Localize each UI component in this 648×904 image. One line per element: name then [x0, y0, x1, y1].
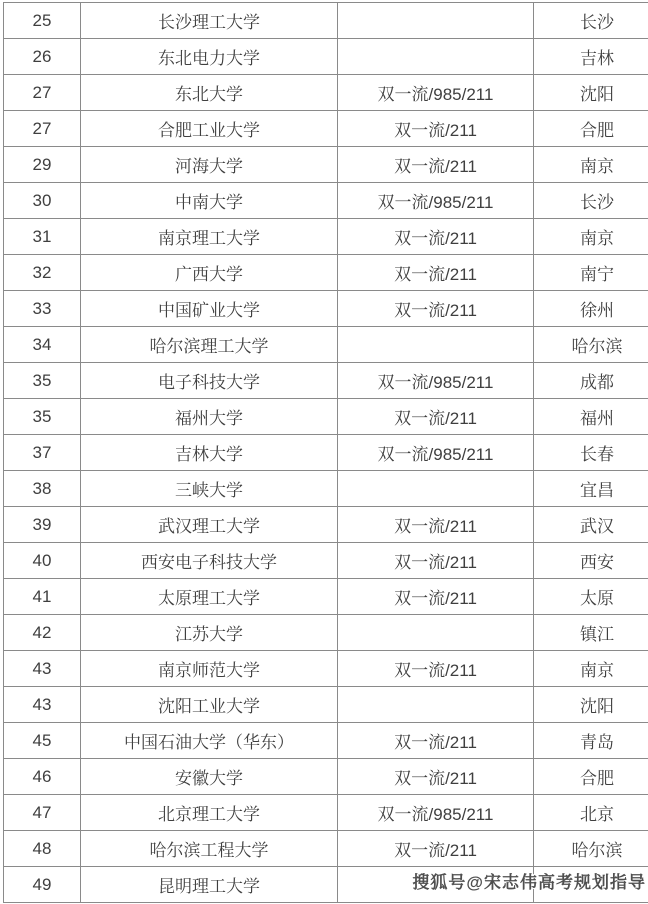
- city-cell: 吉林: [534, 39, 648, 75]
- table-row: [4, 723, 648, 759]
- rank-cell: 26: [4, 39, 81, 75]
- table-row: [4, 327, 648, 363]
- university-cell: 沈阳工业大学: [81, 687, 338, 723]
- city-cell: 南京: [534, 651, 648, 687]
- table-row: [4, 147, 648, 183]
- university-cell: 东北电力大学: [81, 39, 338, 75]
- rank-cell: 30: [4, 183, 81, 219]
- tags-cell: [338, 327, 534, 363]
- tags-cell: 双一流/211: [338, 255, 534, 291]
- university-cell: 北京理工大学: [81, 795, 338, 831]
- rank-cell: 40: [4, 543, 81, 579]
- tags-cell: 双一流/211: [338, 579, 534, 615]
- rank-cell: 35: [4, 399, 81, 435]
- city-cell: 沈阳: [534, 75, 648, 111]
- tags-cell: 双一流/985/211: [338, 363, 534, 399]
- rank-cell: 31: [4, 219, 81, 255]
- table-row: [4, 399, 648, 435]
- tags-cell: [338, 615, 534, 651]
- rank-cell: 47: [4, 795, 81, 831]
- city-cell: 成都: [534, 363, 648, 399]
- rank-cell: 25: [4, 3, 81, 39]
- table-row: [4, 651, 648, 687]
- rank-cell: 48: [4, 831, 81, 867]
- tags-cell: 双一流/211: [338, 507, 534, 543]
- city-cell: 合肥: [534, 111, 648, 147]
- rank-cell: 45: [4, 723, 81, 759]
- university-cell: 安徽大学: [81, 759, 338, 795]
- rank-cell: 49: [4, 867, 81, 903]
- table-row: [4, 39, 648, 75]
- tags-cell: 双一流/211: [338, 219, 534, 255]
- city-cell: 青岛: [534, 723, 648, 759]
- tags-cell: [338, 687, 534, 723]
- table-row: [4, 219, 648, 255]
- table-row: [4, 831, 648, 867]
- table-row: [4, 795, 648, 831]
- university-cell: 武汉理工大学: [81, 507, 338, 543]
- table-row: [4, 75, 648, 111]
- university-cell: 中国矿业大学: [81, 291, 338, 327]
- city-cell: 南京: [534, 219, 648, 255]
- university-cell: 东北大学: [81, 75, 338, 111]
- city-cell: 哈尔滨: [534, 831, 648, 867]
- rank-cell: 41: [4, 579, 81, 615]
- table-row: [4, 111, 648, 147]
- rank-cell: 27: [4, 111, 81, 147]
- university-cell: 河海大学: [81, 147, 338, 183]
- city-cell: 哈尔滨: [534, 327, 648, 363]
- city-cell: 南宁: [534, 255, 648, 291]
- university-cell: 三峡大学: [81, 471, 338, 507]
- tags-cell: 双一流/985/211: [338, 75, 534, 111]
- university-cell: 江苏大学: [81, 615, 338, 651]
- table-row: [4, 579, 648, 615]
- rank-cell: 35: [4, 363, 81, 399]
- university-cell: 西安电子科技大学: [81, 543, 338, 579]
- university-cell: 长沙理工大学: [81, 3, 338, 39]
- university-cell: 哈尔滨理工大学: [81, 327, 338, 363]
- university-cell: 中南大学: [81, 183, 338, 219]
- rank-cell: 42: [4, 615, 81, 651]
- university-cell: 太原理工大学: [81, 579, 338, 615]
- tags-cell: 双一流/211: [338, 111, 534, 147]
- tags-cell: 双一流/211: [338, 147, 534, 183]
- rank-cell: 46: [4, 759, 81, 795]
- table-row: [4, 687, 648, 723]
- rank-cell: 29: [4, 147, 81, 183]
- university-cell: 电子科技大学: [81, 363, 338, 399]
- table-row: [4, 3, 648, 39]
- tags-cell: 双一流/211: [338, 831, 534, 867]
- rank-cell: 37: [4, 435, 81, 471]
- university-cell: 哈尔滨工程大学: [81, 831, 338, 867]
- table-row: [4, 471, 648, 507]
- city-cell: 镇江: [534, 615, 648, 651]
- rank-cell: 43: [4, 687, 81, 723]
- city-cell: 北京: [534, 795, 648, 831]
- table-row: [4, 507, 648, 543]
- university-cell: 吉林大学: [81, 435, 338, 471]
- tags-cell: 双一流/211: [338, 399, 534, 435]
- sohu-watermark: 搜狐号@宋志伟高考规划指导: [412, 873, 646, 892]
- city-cell: 武汉: [534, 507, 648, 543]
- university-cell: 合肥工业大学: [81, 111, 338, 147]
- city-cell: 长沙: [534, 183, 648, 219]
- rank-cell: 38: [4, 471, 81, 507]
- university-cell: 广西大学: [81, 255, 338, 291]
- table-row: [4, 255, 648, 291]
- city-cell: 徐州: [534, 291, 648, 327]
- city-cell: 沈阳: [534, 687, 648, 723]
- university-cell: 中国石油大学（华东）: [81, 723, 338, 759]
- rank-cell: 33: [4, 291, 81, 327]
- city-cell: 合肥: [534, 759, 648, 795]
- tags-cell: 双一流/211: [338, 651, 534, 687]
- university-ranking-table: [3, 2, 648, 903]
- tags-cell: 双一流/211: [338, 759, 534, 795]
- city-cell: 西安: [534, 543, 648, 579]
- tags-cell: 双一流/985/211: [338, 183, 534, 219]
- table-row: [4, 291, 648, 327]
- table-row: [4, 615, 648, 651]
- table-row: [4, 183, 648, 219]
- rank-cell: 34: [4, 327, 81, 363]
- city-cell: 长沙: [534, 3, 648, 39]
- tags-cell: 双一流/211: [338, 543, 534, 579]
- table-row: [4, 435, 648, 471]
- rank-cell: 43: [4, 651, 81, 687]
- university-cell: 福州大学: [81, 399, 338, 435]
- table-row: [4, 543, 648, 579]
- tags-cell: 双一流/985/211: [338, 795, 534, 831]
- university-cell: 昆明理工大学: [81, 867, 338, 903]
- city-cell: 长春: [534, 435, 648, 471]
- university-cell: 南京师范大学: [81, 651, 338, 687]
- table-row: [4, 363, 648, 399]
- rank-cell: 39: [4, 507, 81, 543]
- tags-cell: [338, 39, 534, 75]
- tags-cell: 双一流/985/211: [338, 435, 534, 471]
- tags-cell: 双一流/211: [338, 723, 534, 759]
- tags-cell: 双一流/211: [338, 291, 534, 327]
- city-cell: 宜昌: [534, 471, 648, 507]
- city-cell: 福州: [534, 399, 648, 435]
- city-cell: 南京: [534, 147, 648, 183]
- tags-cell: [338, 471, 534, 507]
- tags-cell: [338, 3, 534, 39]
- rank-cell: 32: [4, 255, 81, 291]
- city-cell: 太原: [534, 579, 648, 615]
- university-cell: 南京理工大学: [81, 219, 338, 255]
- rank-cell: 27: [4, 75, 81, 111]
- table-row: [4, 759, 648, 795]
- table-body: [4, 3, 648, 903]
